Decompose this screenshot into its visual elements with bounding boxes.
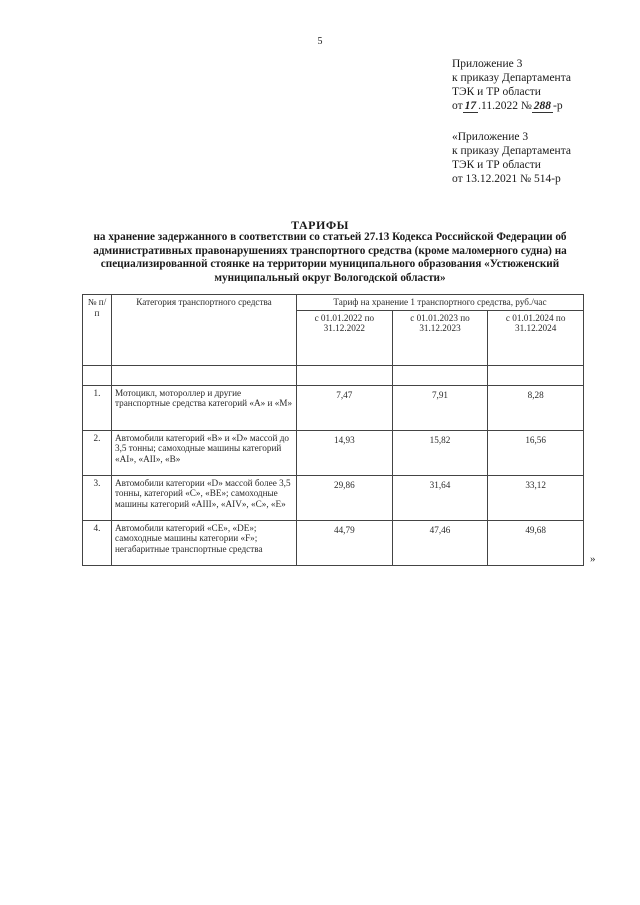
- row-value-2023: 31,64: [392, 475, 488, 520]
- table-spacer-row: [83, 365, 584, 385]
- row-value-2023: 47,46: [392, 520, 488, 565]
- table-row: [83, 520, 584, 565]
- header-tariff: Тариф на хранение 1 транспортного средства, руб./час: [297, 295, 584, 311]
- table-row: [83, 475, 584, 520]
- row-value-2023: 15,82: [392, 430, 488, 475]
- header-period-2022: с 01.01.2022 по 31.12.2022: [297, 310, 393, 365]
- row-category: Мотоцикл, мотороллер и другие транспортные средства категорий «А» и «М»: [112, 385, 297, 430]
- header-period-2024: с 01.01.2024 по 31.12.2024: [488, 310, 584, 365]
- row-category: Автомобили категорий «СЕ», «DE»; самоходные машины категории «F»; негабаритные транспортные средства: [112, 520, 297, 565]
- date-prefix: от: [452, 100, 463, 112]
- row-value-2022: 44,79: [297, 520, 393, 565]
- handwritten-day: 17: [464, 100, 477, 112]
- row-category: Автомобили категорий «В» и «D» массой до 3,5 тонны; самоходные машины категорий «АI», «АII», «В»: [112, 430, 297, 475]
- row-value-2022: 7,47: [297, 385, 393, 430]
- row-value-2024: 33,12: [488, 475, 584, 520]
- page-number: 5: [317, 36, 323, 47]
- appendix-current-line1: Приложение 3: [452, 58, 523, 70]
- appendix-current-line3: ТЭК и ТР области: [452, 86, 541, 98]
- row-category: Автомобили категории «D» массой более 3,5 тонны, категорий «С», «ВЕ»; самоходные машины категорий «АIII», «АIV», «С», «Е»: [112, 475, 297, 520]
- row-number: 4.: [83, 520, 112, 565]
- header-period-2023: с 01.01.2023 по 31.12.2023: [392, 310, 488, 365]
- appendix-previous: [452, 130, 571, 186]
- appendix-previous-line3: ТЭК и ТР области: [452, 159, 541, 171]
- document-title: ТАРИФЫ: [291, 218, 349, 232]
- date-rest: .11.2022 №: [478, 100, 532, 112]
- appendix-current: [452, 57, 571, 113]
- appendix-current-date: [452, 99, 571, 113]
- document-subtitle: на хранение задержанного в соответствии со статьей 27.13 Кодекса Российской Федерации об административных правонарушениях транспортного средства (кроме маломерного судна) на специализированной стоянке на территории муниципального образования «Устюженский муниципальный округ Вологодской области»: [93, 231, 567, 284]
- appendix-previous-line2: к приказу Департамента: [452, 145, 571, 157]
- closing-quote: »: [590, 553, 596, 565]
- row-value-2024: 49,68: [488, 520, 584, 565]
- row-value-2022: 29,86: [297, 475, 393, 520]
- row-value-2022: 14,93: [297, 430, 393, 475]
- row-value-2023: 7,91: [392, 385, 488, 430]
- handwritten-order-number: 288: [533, 100, 552, 112]
- table-row: [83, 385, 584, 430]
- header-category: Категория транспортного средства: [112, 295, 297, 366]
- order-suffix: -р: [553, 100, 563, 112]
- tariff-table: [82, 294, 584, 566]
- header-number: № п/п: [83, 295, 112, 366]
- table-header-row: [83, 295, 584, 311]
- table-row: [83, 430, 584, 475]
- row-number: 2.: [83, 430, 112, 475]
- row-value-2024: 8,28: [488, 385, 584, 430]
- appendix-current-line2: к приказу Департамента: [452, 72, 571, 84]
- row-number: 3.: [83, 475, 112, 520]
- appendix-previous-line4: от 13.12.2021 № 514-р: [452, 173, 561, 185]
- row-number: 1.: [83, 385, 112, 430]
- row-value-2024: 16,56: [488, 430, 584, 475]
- appendix-previous-line1: «Приложение 3: [452, 131, 529, 143]
